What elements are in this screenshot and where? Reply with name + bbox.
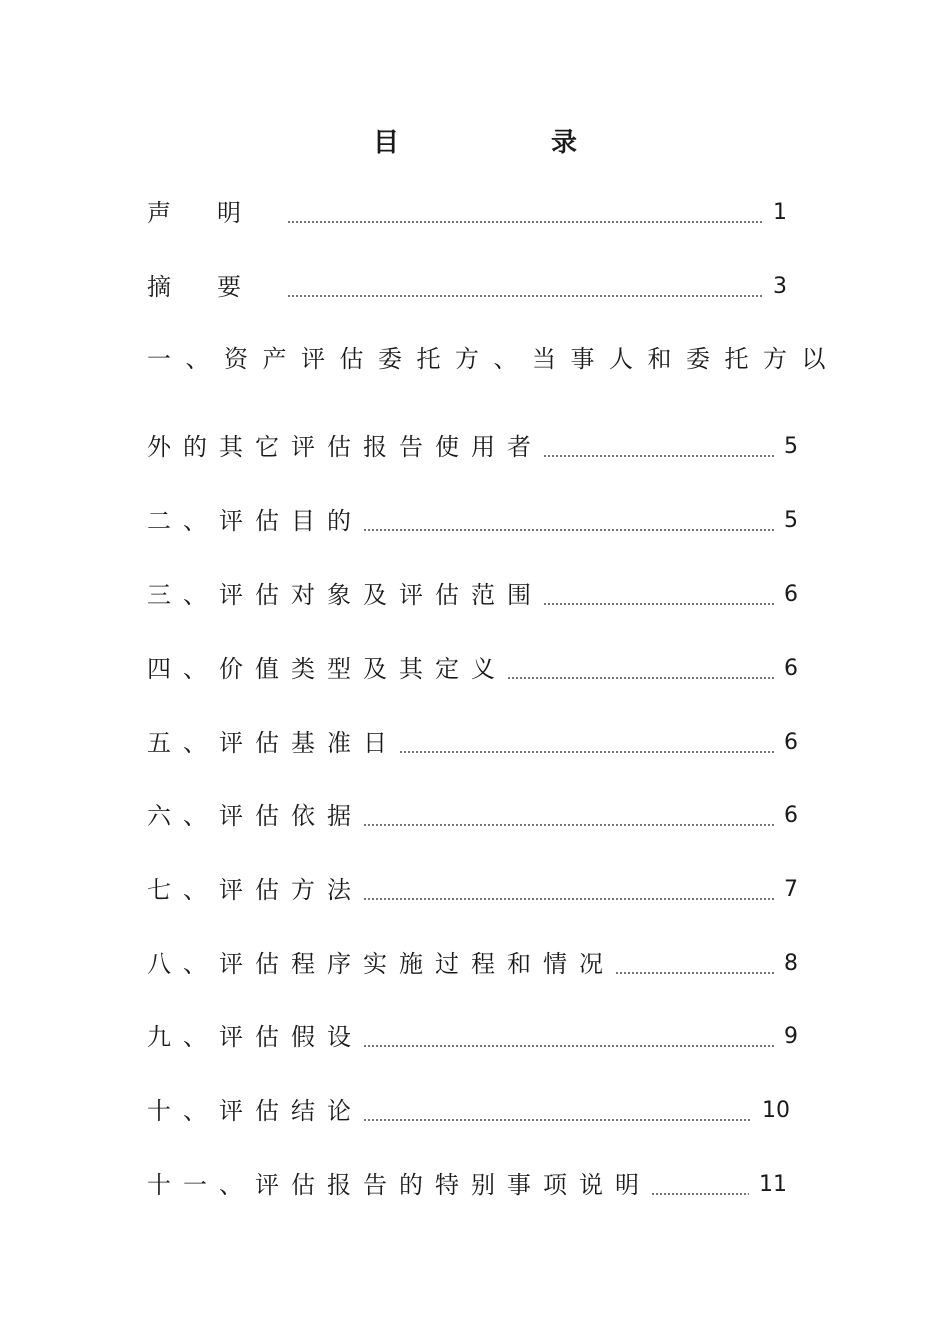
toc-leader bbox=[287, 272, 763, 302]
toc-page-number: 11 bbox=[759, 1172, 787, 1197]
toc-page-number: 6 bbox=[784, 582, 798, 607]
toc-label: 四、价值类型及其定义 bbox=[147, 655, 507, 683]
toc-leader bbox=[543, 580, 774, 610]
toc-label: 声明 bbox=[147, 199, 287, 227]
toc-label: 九、评估假设 bbox=[147, 1023, 363, 1051]
toc-label: 十一、评估报告的特别事项说明 bbox=[147, 1171, 651, 1199]
toc-entry-8[interactable] bbox=[147, 949, 798, 979]
toc-page-number: 6 bbox=[784, 656, 798, 681]
title-gap bbox=[399, 122, 551, 159]
toc-page-number: 5 bbox=[784, 434, 798, 459]
page-title bbox=[0, 122, 950, 159]
toc-leader bbox=[287, 198, 763, 228]
toc-leader bbox=[363, 1022, 774, 1052]
toc-page-number: 8 bbox=[784, 951, 798, 976]
toc-leader bbox=[399, 728, 774, 758]
toc-label: 五、评估基准日 bbox=[147, 729, 399, 757]
toc-entry-4[interactable] bbox=[147, 654, 798, 684]
toc-label: 七、评估方法 bbox=[147, 876, 363, 904]
toc-page-number: 6 bbox=[784, 803, 798, 828]
toc-entry-10[interactable] bbox=[147, 1096, 790, 1126]
toc-label: 摘要 bbox=[147, 273, 287, 301]
toc-page-number: 6 bbox=[784, 730, 798, 755]
toc-leader bbox=[543, 432, 774, 462]
toc-entry-2[interactable] bbox=[147, 506, 798, 536]
title-char-right: 录 bbox=[551, 128, 578, 158]
toc-leader bbox=[363, 801, 774, 831]
toc-page-number: 10 bbox=[762, 1098, 790, 1123]
toc-label: 二、评估目的 bbox=[147, 507, 363, 535]
toc-entry-3[interactable] bbox=[147, 580, 798, 610]
toc-label: 外的其它评估报告使用者 bbox=[147, 433, 543, 461]
toc-page-number: 7 bbox=[784, 877, 798, 902]
toc-leader bbox=[363, 875, 774, 905]
toc-leader bbox=[363, 1096, 752, 1126]
toc-entry-1[interactable] bbox=[147, 432, 798, 462]
toc-page-number: 5 bbox=[784, 508, 798, 533]
toc-leader bbox=[507, 654, 774, 684]
toc-entry-6[interactable] bbox=[147, 801, 798, 831]
toc-entry-7[interactable] bbox=[147, 875, 798, 905]
title-char-left: 目 bbox=[372, 128, 399, 158]
toc-leader bbox=[615, 949, 774, 979]
toc-entry-5[interactable] bbox=[147, 728, 798, 758]
toc-page-number: 9 bbox=[784, 1024, 798, 1049]
toc-page-number: 1 bbox=[773, 200, 787, 225]
toc-page-number: 3 bbox=[773, 274, 787, 299]
toc-entry-9[interactable] bbox=[147, 1022, 798, 1052]
toc-label: 十、评估结论 bbox=[147, 1097, 363, 1125]
toc-leader bbox=[363, 506, 774, 536]
toc-entry-statement[interactable] bbox=[147, 198, 787, 228]
toc-entry-11[interactable] bbox=[147, 1170, 787, 1200]
toc-leader bbox=[651, 1170, 749, 1200]
toc-label: 六、评估依据 bbox=[147, 802, 363, 830]
toc-label: 三、评估对象及评估范围 bbox=[147, 581, 543, 609]
toc-label: 八、评估程序实施过程和情况 bbox=[147, 950, 615, 978]
toc-entry-1-line1[interactable]: 一、资产评估委托方、当事人和委托方以 bbox=[147, 345, 840, 373]
toc-entry-summary[interactable] bbox=[147, 272, 787, 302]
